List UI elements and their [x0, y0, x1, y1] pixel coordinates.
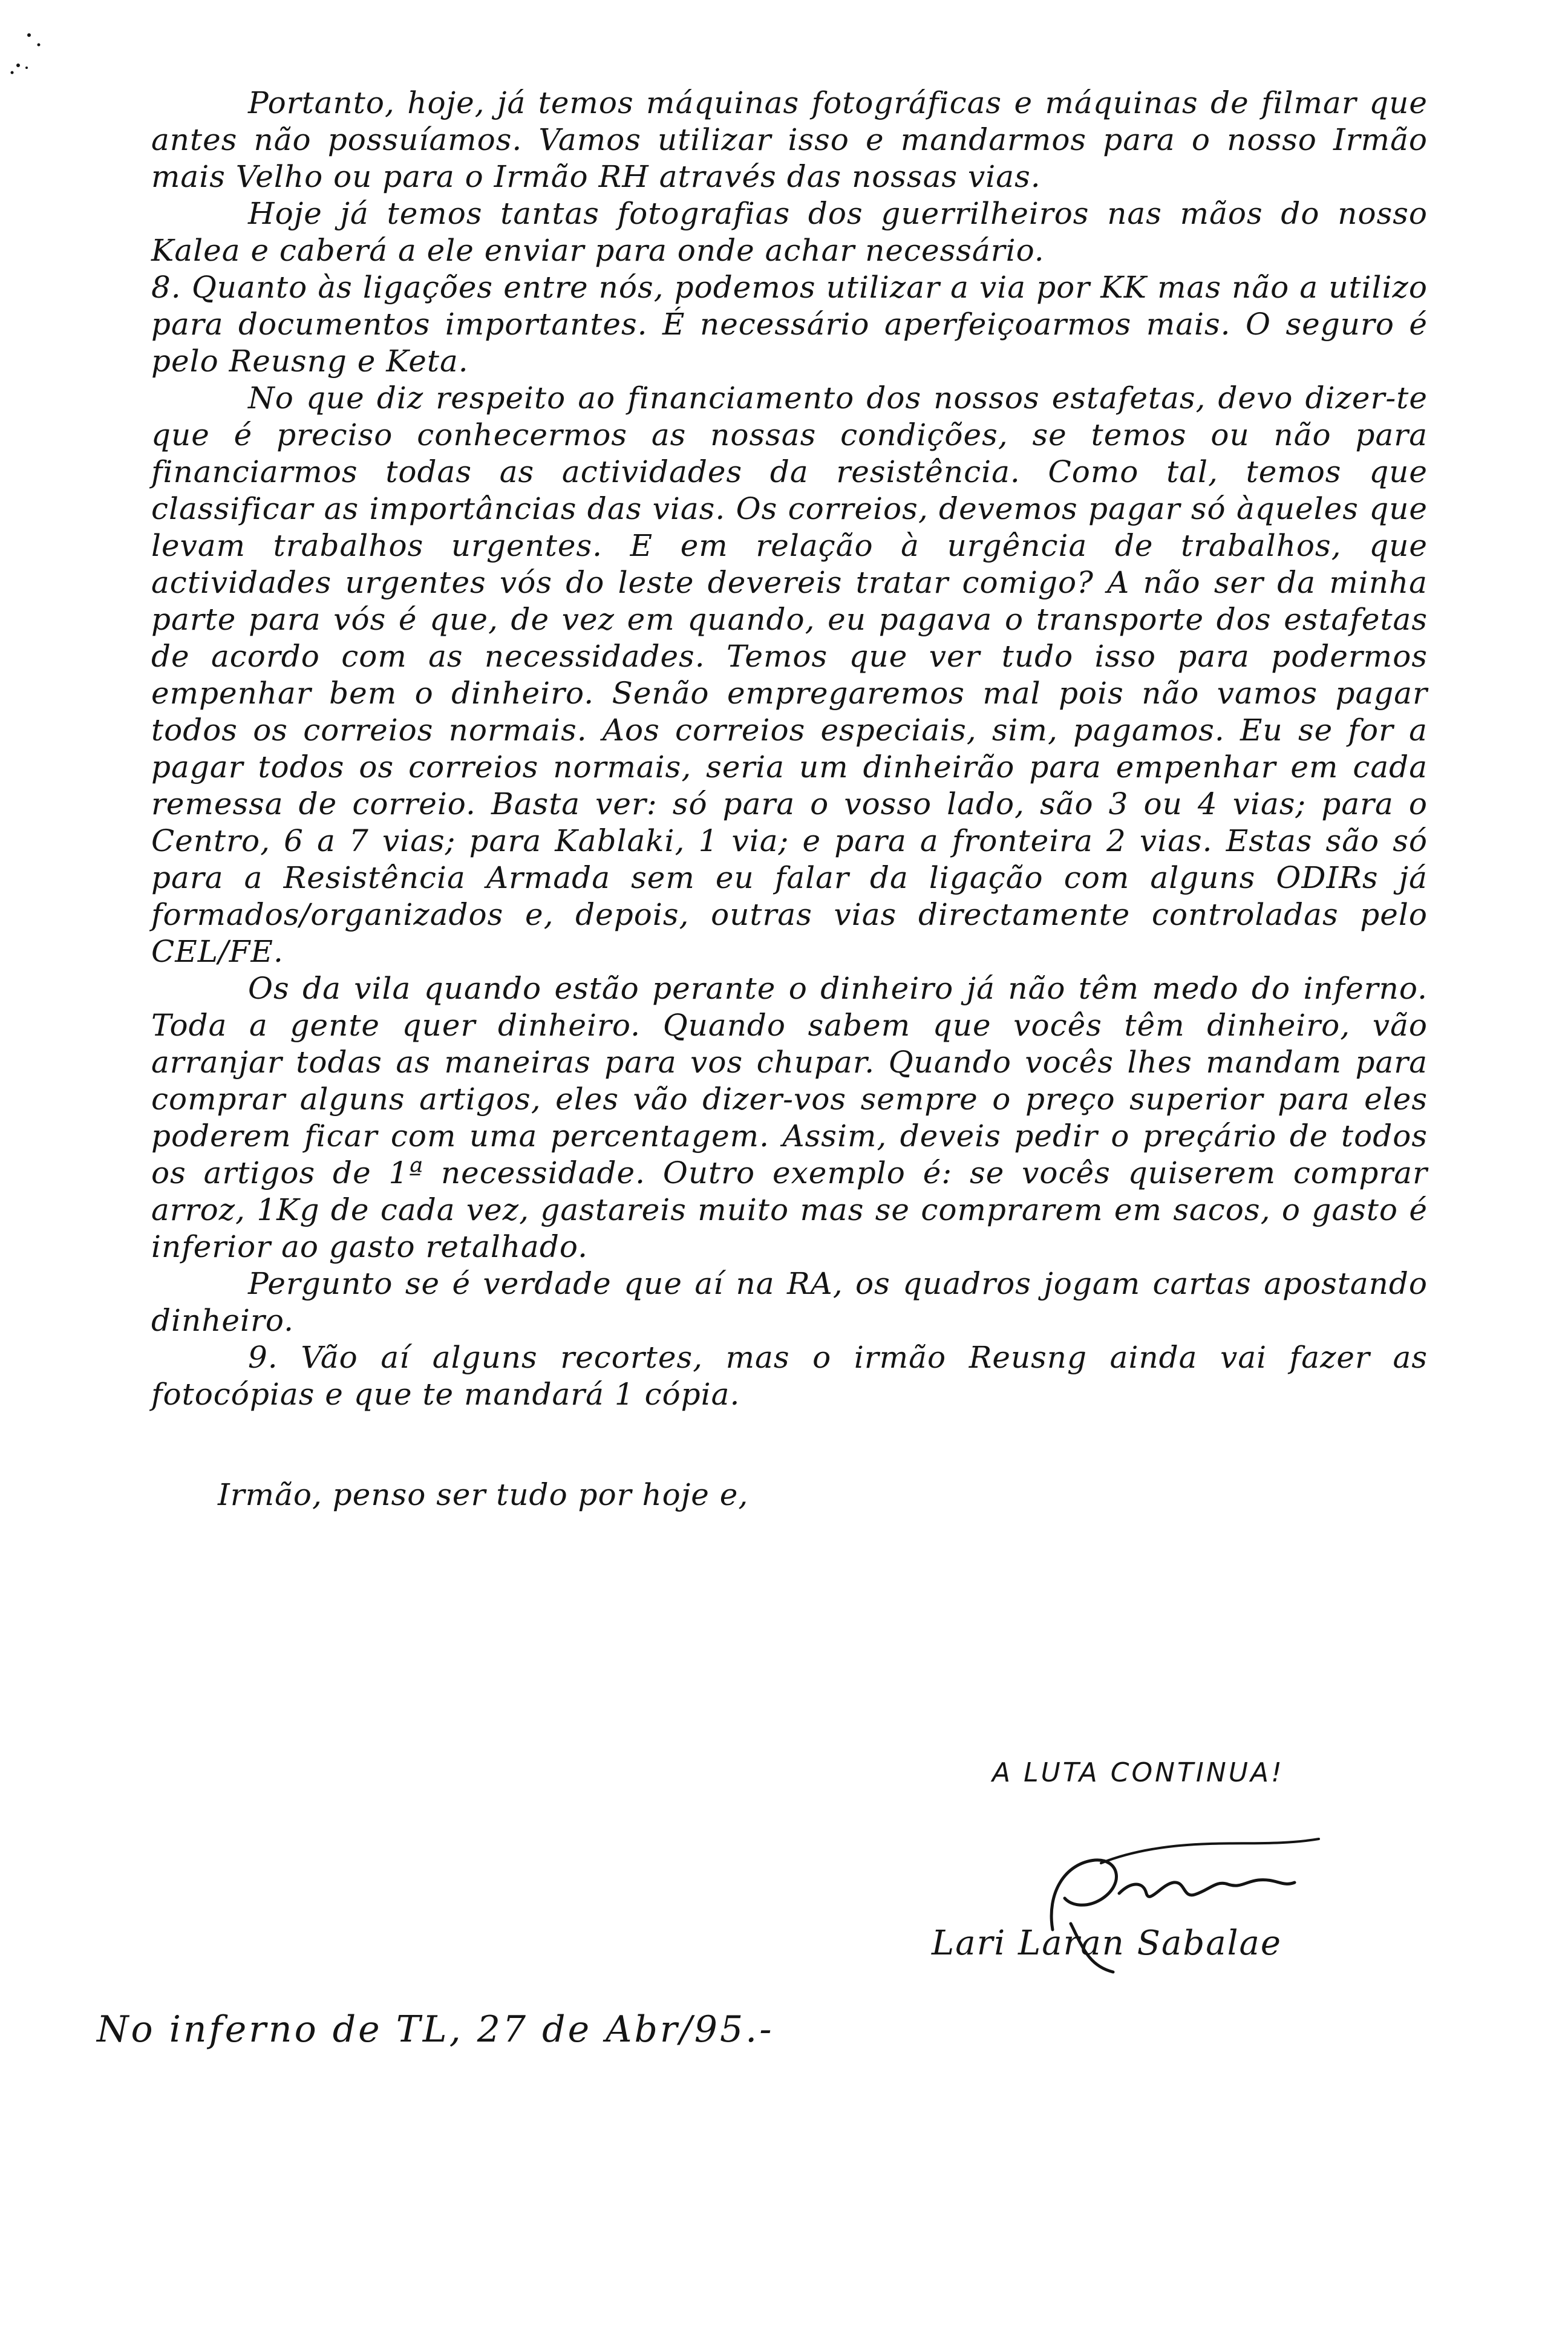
spacer	[151, 1413, 1428, 1477]
paragraph-item-8-links: 8. Quanto às ligações entre nós, podemos utilizar a via por KK mas não a utilizo para documentos importantes. É necessário aperfeiçoarmos mais. O seguro é pelo Reusng e Keta.	[151, 270, 1428, 379]
paragraph-cards-question: Pergunto se é verdade que aí na RA, os quadros jogam cartas apostando dinheiro.	[151, 1266, 1428, 1338]
sign-off-slogan: A LUTA CONTINUA!	[992, 1757, 1284, 1788]
paragraph-courier-financing: No que diz respeito ao financiamento dos nossos estafetas, devo dizer-te que é preciso conhecermos as nossas condições, se temos ou não para financiarmos todas as actividades da resistência. Como tal, temos que classificar as importâncias das vias. Os correios, devemos pagar só àqueles que levam trabalhos urgentes. E em relação à urgência de trabalhos, que actividades urgentes vós do leste devereis tratar comigo? A não ser da minha parte para vós é que, de vez em quando, eu pagava o transporte dos estafetas de acordo com as necessidades. Temos que ver tudo isso para podermos empenhar bem o dinheiro. Senão empregaremos mal pois não vamos pagar todos os correios normais. Aos correios especiais, sim, pagamos. Eu se for a pagar todos os correios normais, seria um dinheirão para empenhar em cada remessa de correio. Basta ver: só para o vosso lado, são 3 ou 4 vias; para o Centro, 6 a 7 vias; para Kablaki, 1 via; e para a fronteira 2 vias. Estas são só para a Resistência Armada sem eu falar da ligação com alguns ODIRs já formados/organizados e, depois, outras vias directamente controladas pelo CEL/FE.	[151, 380, 1428, 969]
paragraph-item-9-clippings: 9. Vão aí alguns recortes, mas o irmão Reusng ainda vai fazer as fotocópias e que te mandará 1 cópia.	[151, 1340, 1428, 1412]
signature-name: Lari Laran Sabalae	[932, 1924, 1282, 1963]
place-and-date: No inferno de TL, 27 de Abr/95.-	[97, 2008, 774, 2051]
paragraph-photographs: Hoje já temos tantas fotografias dos guerrilheiros nas mãos do nosso Kalea e caberá a ele enviar para onde achar necessário.	[151, 196, 1428, 268]
paragraph-cameras: Portanto, hoje, já temos máquinas fotográficas e máquinas de filmar que antes não possuíamos. Vamos utilizar isso e mandarmos para o nosso Irmão mais Velho ou para o Irmão RH através das nossas vias.	[151, 85, 1428, 194]
scan-specks	[0, 0, 97, 97]
paragraph-town-money: Os da vila quando estão perante o dinheiro já não têm medo do inferno. Toda a gente quer dinheiro. Quando sabem que vocês têm dinheiro, vão arranjar todas as maneiras para vos chupar. Quando vocês lhes mandam para comprar alguns artigos, eles vão dizer-vos sempre o preço superior para eles poderem ficar com uma percentagem. Assim, deveis pedir o preçário de todos os artigos de 1ª necessidade. Outro exemplo é: se vocês quiserem comprar arroz, 1Kg de cada vez, gastareis muito mas se comprarem em sacos, o gasto é inferior ao gasto retalhado.	[151, 971, 1428, 1264]
closing-line: Irmão, penso ser tudo por hoje e,	[218, 1477, 749, 1512]
letter-body	[151, 85, 1428, 1513]
